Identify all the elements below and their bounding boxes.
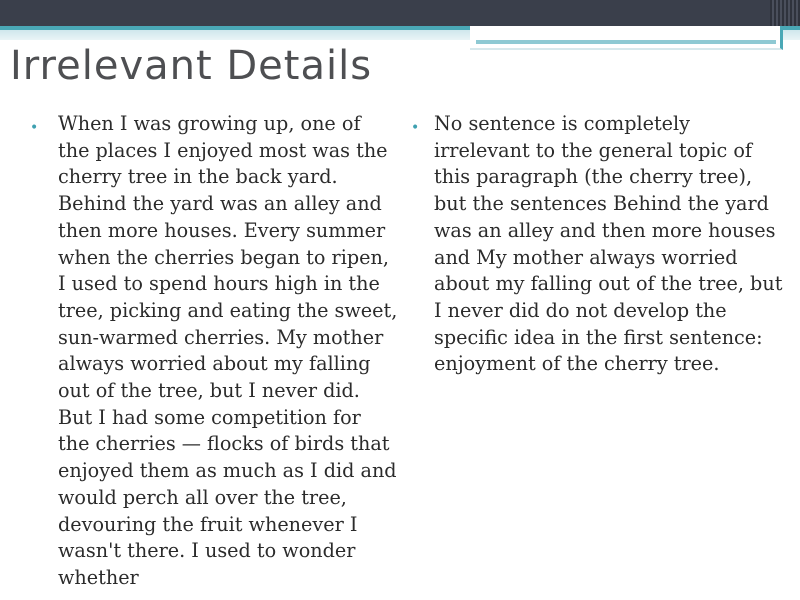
bullet-icon: • [411, 120, 420, 136]
decorative-tab [470, 26, 783, 50]
header-bar [0, 0, 800, 26]
left-paragraph: When I was growing up, one of the places I enjoyed most was the cherry tree in the back yard. Behind the yard was an alley and then more houses. Every summer when the cherries began to ripen, I used to spend hours high in the tree, picking and eating the sweet, sun-warmed cherries. My mother always worried about my falling out of the tree, but I never did. But I had some competition for the cherries — flocks of birds that enjoyed them as much as I did and would perch all over the tree, devouring the fruit whenever I wasn't there. I used to wonder whether [58, 112, 398, 589]
left-column [58, 111, 398, 592]
right-column [434, 111, 784, 378]
header-bar-texture [770, 0, 800, 26]
bullet-icon: • [30, 120, 39, 136]
page-title: Irrelevant Details [10, 43, 373, 89]
right-paragraph: No sentence is completely irrelevant to the general topic of this paragraph (the cherry tree), but the sentences Behind the yard was an alley and then more houses and My mother always worried about my falling out of the tree, but I never did do not develop the specific idea in the first sentence: enjoyment of the cherry tree. [434, 112, 783, 376]
decorative-tab-inner [476, 40, 776, 44]
